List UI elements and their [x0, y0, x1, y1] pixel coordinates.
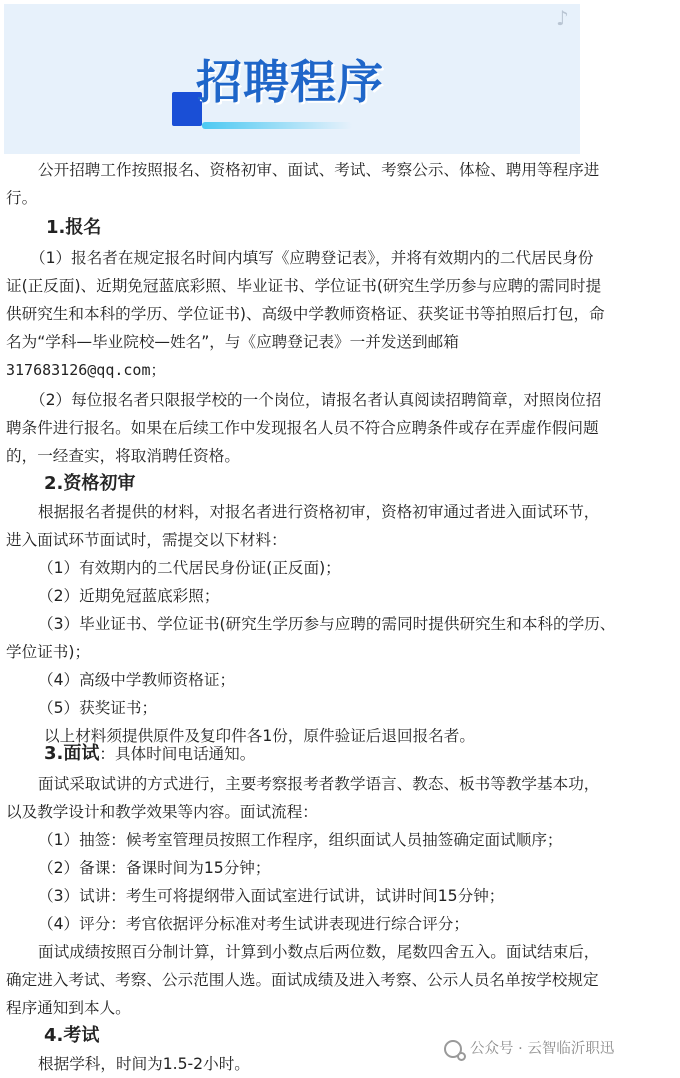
list-item: （4）高级中学教师资格证；: [38, 671, 236, 689]
list-item: （5）获奖证书；: [38, 699, 158, 717]
paragraph-line: 确定进入考试、考察、公示范围人选。面试成绩及进入考察、公示人员名单按学校规定: [6, 971, 599, 989]
list-item: （3）试讲：考生可将提纲带入面试室进行试讲，试讲时间15分钟；: [38, 887, 505, 905]
wechat-icon: [444, 1040, 462, 1058]
paragraph-line: 根据报名者提供的材料，对报名者进行资格初审，资格初审通过者进入面试环节，: [38, 503, 600, 521]
paragraph-line: 以上材料须提供原件及复印件各1份，原件验证后退回报名者。: [44, 727, 475, 745]
paragraph-line: 证(正反面)、近期免冠蓝底彩照、毕业证书、学位证书(研究生学历参与应聘的需同时提: [6, 277, 602, 295]
paragraph-line: （1）报名者在规定报名时间内填写《应聘登记表》，并将有效期内的二代居民身份: [30, 249, 594, 267]
watermark-text: 公众号 · 云智临沂职迅: [470, 1041, 615, 1057]
account-watermark: [444, 1036, 674, 1062]
paragraph-line: 名为“学科—毕业院校—姓名”，与《应聘登记表》一并发送到邮箱: [6, 333, 459, 351]
intro-line: 公开招聘工作按照报名、资格初审、面试、考试、考察公示、体检、聘用等程序进: [38, 161, 600, 179]
list-item: （4）评分：考官依据评分标准对考生试讲表现进行综合评分；: [38, 915, 469, 933]
paragraph-line: 以及教学设计和教学效果等内容。面试流程：: [6, 803, 318, 821]
paragraph-line: （2）每位报名者只限报学校的一个岗位，请报名者认真阅读招聘简章，对照岗位招: [30, 391, 602, 409]
section-heading: 4.考试: [44, 1025, 100, 1046]
section-heading-note: ：具体时间电话通知。: [99, 745, 256, 763]
list-item: （1）抽签：候考室管理员按照工作程序，组织面试人员抽签确定面试顺序；: [38, 831, 563, 849]
paragraph-line: 供研究生和本科的学历、学位证书)、高级中学教师资格证、获奖证书等拍照后打包，命: [6, 305, 605, 323]
email-address[interactable]: 317683126@qq.com；: [6, 361, 166, 379]
paragraph-line: 根据学科，时间为1.5-2小时。: [38, 1055, 250, 1073]
section-heading: 3.面试: [44, 743, 100, 764]
list-item: 学位证书)；: [6, 643, 91, 661]
paragraph-line: 面试采取试讲的方式进行，主要考察报考者教学语言、教态、板书等教学基本功，: [38, 775, 600, 793]
intro-line: 行。: [6, 189, 38, 207]
music-note-icon: ♪: [556, 6, 569, 30]
paragraph-line: 聘条件进行报名。如果在后续工作中发现报名人员不符合应聘条件或存在弄虚作假问题: [6, 419, 599, 437]
section-banner: [4, 4, 580, 154]
paragraph-line: 面试成绩按照百分制计算，计算到小数点后两位数，尾数四舍五入。面试结束后，: [38, 943, 600, 961]
paragraph-line: 的，一经查实，将取消聘任资格。: [6, 447, 240, 465]
banner-title: 招聘程序: [196, 55, 384, 109]
section-heading: 1.报名: [46, 217, 102, 238]
list-item: （2）备课：备课时间为15分钟；: [38, 859, 271, 877]
paragraph-line: 程序通知到本人。: [6, 999, 131, 1017]
list-item: （3）毕业证书、学位证书(研究生学历参与应聘的需同时提供研究生和本科的学历、: [38, 615, 616, 633]
section-heading: 2.资格初审: [44, 473, 136, 494]
paragraph-line: 进入面试环节面试时，需提交以下材料：: [6, 531, 287, 549]
list-item: （2）近期免冠蓝底彩照；: [38, 587, 220, 605]
accent-underline: [202, 122, 352, 129]
list-item: （1）有效期内的二代居民身份证(正反面)；: [38, 559, 341, 577]
section-heading-row: [44, 740, 255, 768]
